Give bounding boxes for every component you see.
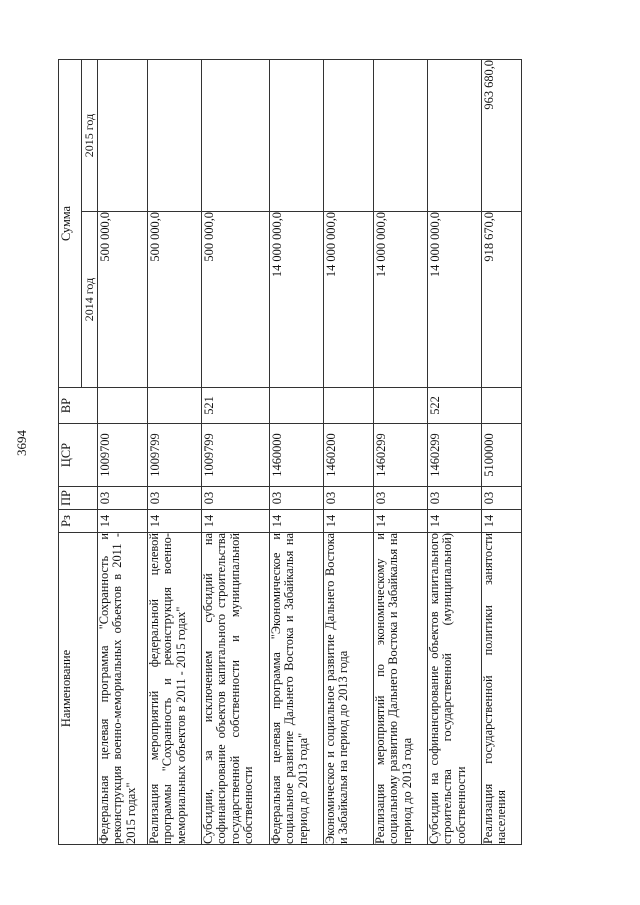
header-vr: ВР	[59, 388, 98, 424]
row-sum-2015: 963 680,0	[482, 60, 522, 212]
row-rz: 14	[324, 510, 374, 533]
row-sum-2014: 918 670,0	[482, 212, 522, 388]
row-rz: 14	[202, 510, 270, 533]
row-name: Реализация мероприятий по экономическому и социальному развитию Дальнего Востока и Забайкалья на период до 2013 года	[374, 533, 428, 845]
row-pr: 03	[98, 487, 148, 510]
row-vr	[270, 388, 324, 424]
row-sum-2014: 500 000,0	[148, 212, 202, 388]
row-pr: 03	[324, 487, 374, 510]
table-row	[148, 60, 202, 845]
row-name: Экономическое и социальное развитие Дальнего Востока и Забайкалья на период до 2013 года	[324, 533, 374, 845]
table-row	[374, 60, 428, 845]
row-pr: 03	[428, 487, 482, 510]
header-name: Наименование	[59, 533, 98, 845]
row-csr: 5100000	[482, 424, 522, 487]
row-pr: 03	[374, 487, 428, 510]
row-csr: 1460299	[428, 424, 482, 487]
table-row	[324, 60, 374, 845]
row-pr: 03	[270, 487, 324, 510]
row-rz: 14	[98, 510, 148, 533]
row-sum-2014: 500 000,0	[202, 212, 270, 388]
row-csr: 1009799	[202, 424, 270, 487]
row-sum-2014: 14 000 000,0	[324, 212, 374, 388]
table-row	[202, 60, 270, 845]
row-name: Федеральная целевая программа "Сохранность и реконструкция военно-мемориальных объектов в 2011 - 2015 годах"	[98, 533, 148, 845]
table-row	[428, 60, 482, 845]
row-sum-2015	[374, 60, 428, 212]
budget-table	[58, 59, 522, 845]
row-vr	[98, 388, 148, 424]
table-row	[482, 60, 522, 845]
table-row	[98, 60, 148, 845]
row-csr: 1460299	[374, 424, 428, 487]
row-vr: 522	[428, 388, 482, 424]
row-sum-2014: 14 000 000,0	[428, 212, 482, 388]
row-pr: 03	[202, 487, 270, 510]
row-name: Реализация мероприятий федеральной целевой программы "Сохранность и реконструкция военно-мемориальных объектов в 2011 - 2015 годах"	[148, 533, 202, 845]
row-rz: 14	[374, 510, 428, 533]
header-sum: Сумма	[59, 60, 82, 388]
row-vr	[482, 388, 522, 424]
row-sum-2014: 500 000,0	[98, 212, 148, 388]
header-rz: Рз	[59, 510, 98, 533]
row-csr: 1460000	[270, 424, 324, 487]
row-sum-2015	[270, 60, 324, 212]
row-sum-2015	[202, 60, 270, 212]
row-sum-2014: 14 000 000,0	[374, 212, 428, 388]
row-rz: 14	[148, 510, 202, 533]
header-csr: ЦСР	[59, 424, 98, 487]
row-vr: 521	[202, 388, 270, 424]
table-row	[270, 60, 324, 845]
row-sum-2015	[428, 60, 482, 212]
row-sum-2015	[324, 60, 374, 212]
row-vr	[324, 388, 374, 424]
row-rz: 14	[428, 510, 482, 533]
row-name: Субсидии, за исключением субсидий на софинансирование объектов капитального строительства государственной собственности и муниципальной собственности	[202, 533, 270, 845]
row-rz: 14	[482, 510, 522, 533]
row-csr: 1460200	[324, 424, 374, 487]
row-vr	[148, 388, 202, 424]
row-sum-2015	[148, 60, 202, 212]
row-pr: 03	[148, 487, 202, 510]
header-pr: ПР	[59, 487, 98, 510]
row-pr: 03	[482, 487, 522, 510]
row-csr: 1009700	[98, 424, 148, 487]
row-sum-2014: 14 000 000,0	[270, 212, 324, 388]
row-vr	[374, 388, 428, 424]
row-name: Реализация государственной политики занятости населения	[482, 533, 522, 845]
row-sum-2015	[98, 60, 148, 212]
row-rz: 14	[270, 510, 324, 533]
row-name: Федеральная целевая программа "Экономическое и социальное развитие Дальнего Востока и Забайкалья на период до 2013 года"	[270, 533, 324, 845]
page-number: 3694	[14, 430, 29, 456]
header-2014: 2014 год	[82, 212, 98, 388]
row-csr: 1009799	[148, 424, 202, 487]
row-name: Субсидии на софинансирование объектов капитального строительства государственной (муниципальной) собственности	[428, 533, 482, 845]
header-2015: 2015 год	[82, 60, 98, 212]
